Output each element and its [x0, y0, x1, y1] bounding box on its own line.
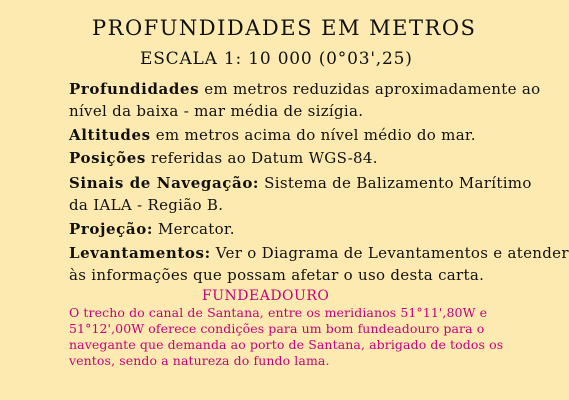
navigation-label: Sinais de Navegação: — [69, 174, 260, 192]
depths-label: Profundidades — [69, 80, 200, 98]
chart-depth-title: PROFUNDIDADES EM METROS — [92, 16, 477, 40]
positions-label: Posições — [69, 149, 146, 167]
navigation-note-line-2: da IALA - Região B. — [69, 196, 224, 214]
chart-scale: ESCALA 1: 10 000 (0°03',25) — [140, 49, 413, 69]
heights-label: Altitudes — [69, 126, 151, 144]
positions-text: referidas ao Datum WGS-84. — [145, 149, 378, 167]
positions-note — [69, 149, 378, 167]
navigation-text-1: Sistema de Balizamento Marítimo — [259, 174, 532, 192]
projection-text: Mercator. — [152, 220, 235, 238]
anchorage-line-1: O trecho do canal de Santana, entre os meridianos 51°11',80W e — [69, 305, 488, 320]
anchorage-line-4: ventos, sendo a natureza do fundo lama. — [69, 353, 330, 368]
projection-note — [69, 220, 235, 238]
heights-note — [69, 126, 476, 144]
depths-note-line-2: nível da baixa - mar média de sizígia. — [69, 102, 364, 120]
depths-text-1: em metros reduzidas aproximadamente ao — [199, 80, 541, 98]
navigation-note-line-1 — [69, 174, 532, 192]
anchorage-heading: FUNDEADOURO — [202, 288, 330, 304]
surveys-label: Levantamentos: — [69, 244, 211, 262]
surveys-note-line-2: às informações que possam afetar o uso desta carta. — [69, 266, 485, 284]
surveys-note-line-1 — [69, 244, 569, 262]
anchorage-line-2: 51°12',00W oferece condições para um bom fundeadouro para o — [69, 321, 485, 336]
depths-note-line-1 — [69, 80, 540, 98]
anchorage-line-3: navegante que demanda ao porto de Santana, abrigado de todos os — [69, 337, 504, 352]
surveys-text-1: Ver o Diagrama de Levantamentos e atender — [210, 244, 569, 262]
heights-text: em metros acima do nível médio do mar. — [150, 126, 476, 144]
projection-label: Projeção: — [69, 220, 153, 238]
